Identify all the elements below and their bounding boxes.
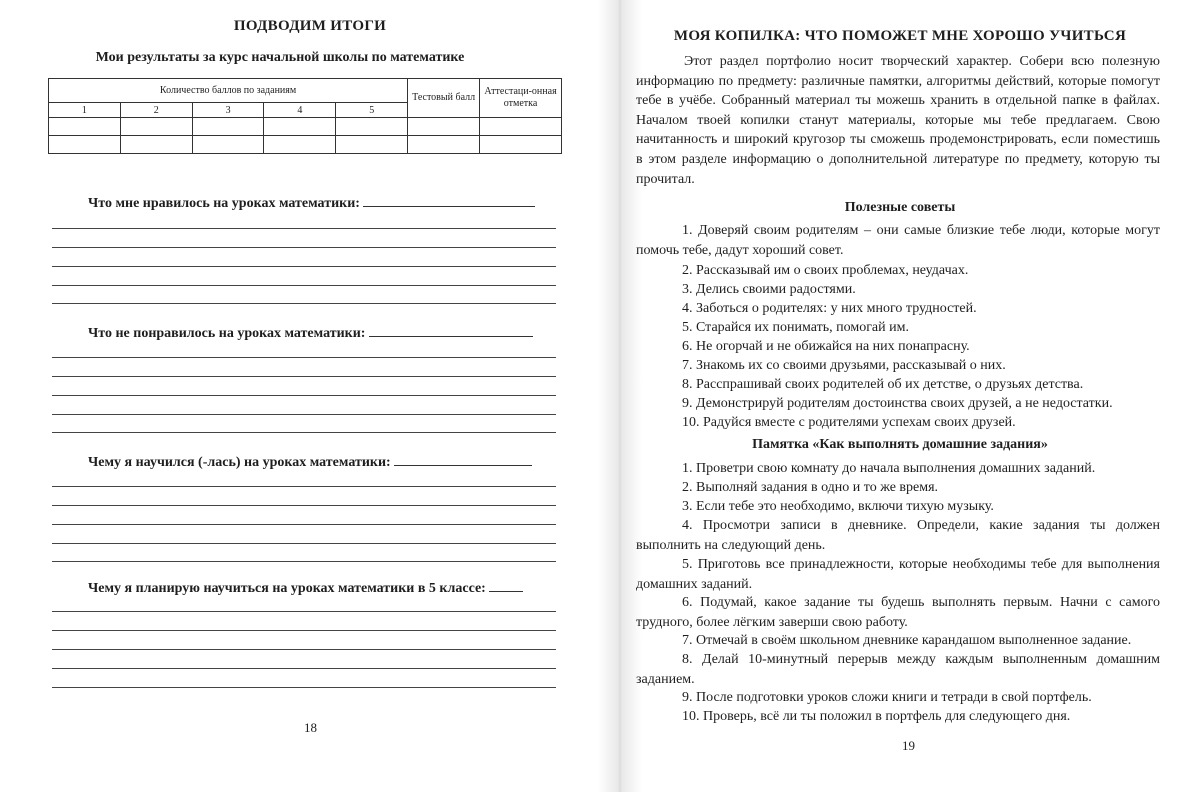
score-cell[interactable] bbox=[336, 136, 408, 154]
task-number-cell: 5 bbox=[336, 103, 408, 118]
score-cell[interactable] bbox=[192, 118, 264, 136]
advice-item: 4. Заботься о родителях: у них много трудностей. bbox=[682, 301, 977, 316]
answer-line[interactable] bbox=[52, 303, 556, 304]
attestation-cell[interactable] bbox=[480, 136, 562, 154]
score-cell[interactable] bbox=[264, 136, 336, 154]
question-disliked-label: Что не понравилось на уроках математики: bbox=[88, 326, 366, 341]
score-cell[interactable] bbox=[336, 118, 408, 136]
attestation-header: Аттестаци-онная отметка bbox=[480, 79, 562, 118]
answer-blank[interactable] bbox=[363, 206, 535, 207]
memo-item: 7. Отмечай в своём школьном дневнике карандашом выполненное задание. bbox=[682, 633, 1132, 648]
answer-line[interactable] bbox=[52, 414, 556, 415]
page-number-right: 19 bbox=[902, 738, 915, 753]
test-score-cell[interactable] bbox=[408, 118, 480, 136]
task-number-cell: 1 bbox=[49, 103, 121, 118]
score-cell[interactable] bbox=[120, 136, 192, 154]
answer-line[interactable] bbox=[52, 486, 556, 487]
score-cell[interactable] bbox=[192, 136, 264, 154]
advice-item: 2. Рассказывай им о своих проблемах, неудачах. bbox=[682, 263, 969, 278]
answer-line[interactable] bbox=[52, 668, 556, 669]
answer-line[interactable] bbox=[52, 285, 556, 286]
question-learned-label: Чему я научился (-лась) на уроках математики: bbox=[88, 455, 391, 470]
advice-item: 7. Знакомь их со своими друзьями, рассказывай о них. bbox=[682, 358, 1006, 373]
question-plans bbox=[88, 581, 523, 597]
memo-item: 4. Просмотри записи в дневнике. Определи, какие задания ты должен выполнить на следующий день. bbox=[636, 518, 1160, 553]
question-learned bbox=[88, 455, 532, 471]
question-liked bbox=[88, 196, 535, 212]
attestation-cell[interactable] bbox=[480, 118, 562, 136]
task-number-cell: 4 bbox=[264, 103, 336, 118]
answer-line[interactable] bbox=[52, 266, 556, 267]
memo-item: 10. Проверь, всё ли ты положил в портфель для следующего дня. bbox=[682, 709, 1071, 724]
answer-line[interactable] bbox=[52, 543, 556, 544]
left-page-title: ПОДВОДИМ ИТОГИ bbox=[233, 18, 387, 34]
advice-item: 1. Доверяй своим родителям – они самые близкие тебе люди, которые могут помочь тебе, дадут хороший совет. bbox=[636, 223, 1160, 258]
results-table bbox=[48, 78, 562, 154]
memo-item: 3. Если тебе это необходимо, включи тихую музыку. bbox=[682, 499, 994, 514]
test-score-cell[interactable] bbox=[408, 136, 480, 154]
advice-item: 6. Не огорчай и не обижайся на них понапрасну. bbox=[682, 339, 970, 354]
answer-line[interactable] bbox=[52, 611, 556, 612]
advice-item: 9. Демонстрируй родителям достоинства своих друзей, а не недостатки. bbox=[682, 396, 1113, 411]
memo-item: 8. Делай 10-минутный перерыв между каждым выполненным домашним заданием. bbox=[636, 652, 1160, 687]
task-number-cell: 2 bbox=[120, 103, 192, 118]
page-number-left: 18 bbox=[304, 720, 317, 735]
advice-item: 10. Радуйся вместе с родителями успехам своих друзей. bbox=[682, 415, 1016, 430]
task-number-cell: 3 bbox=[192, 103, 264, 118]
answer-line[interactable] bbox=[52, 505, 556, 506]
answer-line[interactable] bbox=[52, 395, 556, 396]
answer-line[interactable] bbox=[52, 228, 556, 229]
score-cell[interactable] bbox=[120, 118, 192, 136]
results-subtitle: Мои результаты за курс начальной школы по математике bbox=[95, 50, 465, 65]
test-score-header: Тестовый балл bbox=[408, 79, 480, 118]
answer-line[interactable] bbox=[52, 561, 556, 562]
answer-line[interactable] bbox=[52, 687, 556, 688]
advice-heading: Полезные советы bbox=[844, 200, 956, 215]
score-cell[interactable] bbox=[49, 136, 121, 154]
right-page-title: МОЯ КОПИЛКА: ЧТО ПОМОЖЕТ МНЕ ХОРОШО УЧИТЬСЯ bbox=[673, 28, 1127, 44]
score-cell[interactable] bbox=[264, 118, 336, 136]
question-disliked bbox=[88, 326, 533, 342]
answer-line[interactable] bbox=[52, 630, 556, 631]
question-plans-label: Чему я планирую научиться на уроках математики в 5 классе: bbox=[88, 581, 486, 596]
advice-item: 3. Делись своими радостями. bbox=[682, 282, 856, 297]
memo-item: 2. Выполняй задания в одно и то же время. bbox=[682, 480, 939, 495]
answer-blank[interactable] bbox=[394, 465, 532, 466]
answer-line[interactable] bbox=[52, 247, 556, 248]
answer-blank[interactable] bbox=[369, 336, 533, 337]
score-cell[interactable] bbox=[49, 118, 121, 136]
right-page bbox=[620, 0, 1200, 792]
answer-line[interactable] bbox=[52, 649, 556, 650]
answer-line[interactable] bbox=[52, 357, 556, 358]
memo-item: 9. После подготовки уроков сложи книги и тетради в свой портфель. bbox=[682, 690, 1092, 705]
answer-blank[interactable] bbox=[489, 591, 523, 592]
advice-item: 5. Старайся их понимать, помогай им. bbox=[682, 320, 909, 335]
answer-line[interactable] bbox=[52, 432, 556, 433]
memo-item: 5. Приготовь все принадлежности, которые необходимы тебе для выполнения домашних заданий. bbox=[636, 557, 1160, 592]
advice-item: 8. Расспрашивай своих родителей об их детстве, о друзьях детства. bbox=[682, 377, 1084, 392]
memo-heading: Памятка «Как выполнять домашние задания» bbox=[752, 437, 1048, 452]
answer-line[interactable] bbox=[52, 376, 556, 377]
memo-item: 1. Проветри свою комнату до начала выполнения домашних заданий. bbox=[682, 461, 1096, 476]
intro-paragraph: Этот раздел портфолио носит творческий характер. Собери всю полезную информацию по предмету: различные памятки, алгоритмы действий, которые помогут тебе в учёбе. Собранный материал ты можешь хранить в отдельной папке в файлах. Началом твоей копилки станут материалы, которые мы тебе предлагаем. Свою начитанность и широкий кругозор ты сможешь продемонстрировать, если поместишь в этом разделе информацию о дополнительной литературе по предмету, которую ты прочитал. bbox=[636, 54, 1160, 187]
points-header: Количество баллов по заданиям bbox=[49, 79, 408, 103]
answer-line[interactable] bbox=[52, 524, 556, 525]
memo-item: 6. Подумай, какое задание ты будешь выполнять первым. Начни с самого трудного, более лёгким заверши свою работу. bbox=[636, 595, 1160, 630]
question-liked-label: Что мне нравилось на уроках математики: bbox=[88, 196, 360, 211]
